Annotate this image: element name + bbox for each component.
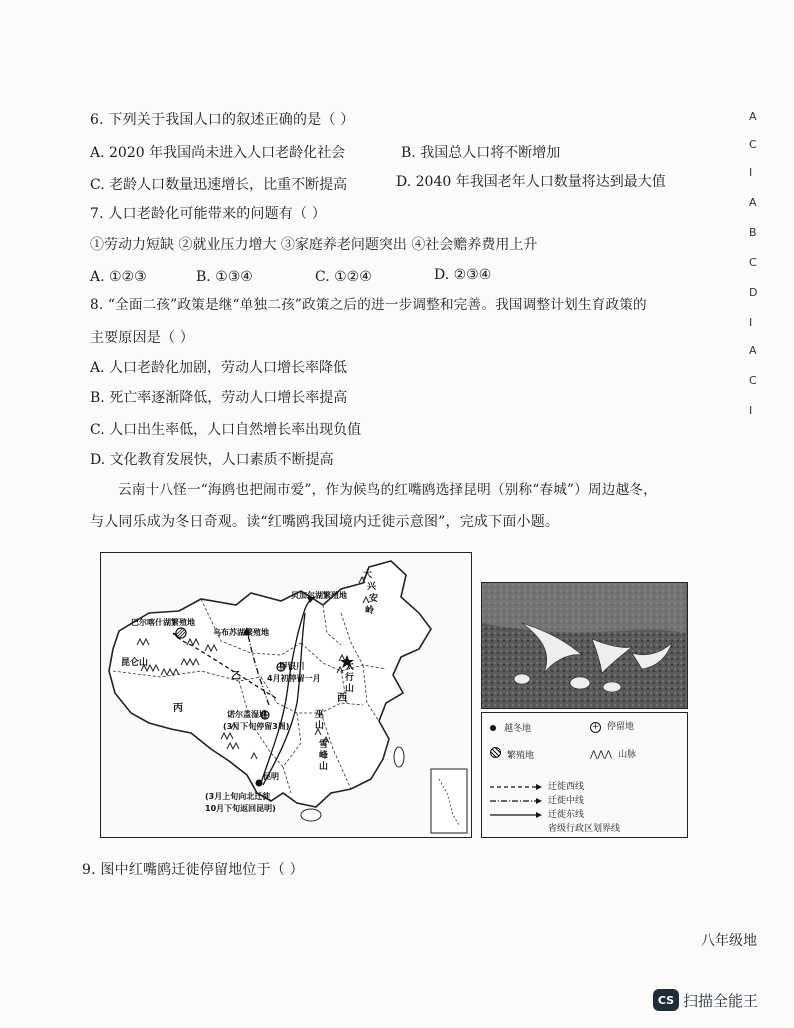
label-wu-1: 巫 (315, 710, 325, 720)
q8-option-b: B. 死亡率逐渐降低，劳动人口增长率提高 (90, 390, 348, 406)
q8-option-c: C. 人口出生率低，人口自然增长率出现负值 (90, 422, 362, 438)
q6-option-d: D. 2040 年我国老年人口数量将达到最大值 (396, 174, 666, 190)
label-yinchuan: 甲银川 (279, 662, 305, 672)
label-xue-2: 峰 (319, 751, 329, 761)
margin-letter: C (749, 138, 757, 151)
brand-text: 扫描全能王 (683, 991, 759, 1010)
label-daxing-3: 安 (369, 594, 379, 604)
label-wu-2: 山 (315, 721, 325, 731)
hainan-island (301, 809, 321, 821)
q6-option-a: A. 2020 年我国尚未进入人口老龄化社会 (90, 145, 346, 161)
q7-option-b: B. ①③④ (196, 269, 253, 285)
q7-stem: 7. 人口老龄化可能带来的问题有（ ） (90, 206, 327, 222)
margin-letter: B (749, 226, 757, 239)
label-daxing-1: 大 (363, 570, 373, 580)
margin-letter: D (749, 286, 758, 299)
q6-option-b: B. 我国总人口将不断增加 (401, 145, 561, 161)
legend-breeding: 繁殖地 (490, 747, 534, 761)
label-daxing-4: 岭 (365, 606, 375, 616)
margin-letter: I (749, 316, 753, 329)
label-kunming: 昆明 (263, 772, 279, 781)
margin-letter: A (749, 196, 757, 209)
q9-stem: 9. 图中红嘴鸥迁徙停留地位于（ ） (82, 862, 304, 878)
label-baikal: 贝加尔湖繁殖地 (291, 591, 347, 600)
label-kunming-note-1: (3月上旬向北迁徙 (205, 792, 271, 801)
gull-photo-graphic (482, 583, 686, 707)
wintering-symbol-kunming (256, 780, 263, 787)
margin-letter: A (749, 344, 757, 357)
label-bing: 丙 (173, 703, 183, 714)
margin-letter: A (749, 110, 757, 123)
stopover-icon: + (591, 722, 600, 732)
migration-map (100, 552, 472, 838)
margin-letter: I (749, 166, 753, 179)
label-taihang-1: 太 (345, 662, 355, 672)
china-outline (109, 561, 431, 807)
margin-letter: C (749, 256, 757, 269)
q7-option-a: A. ①②③ (90, 269, 147, 285)
q6-stem: 6. 下列关于我国人口的叙述正确的是（ ） (90, 112, 355, 128)
margin-letter: C (749, 374, 757, 387)
q7-option-c: C. ①②④ (315, 269, 372, 285)
legend-boundary: 省级行政区划界线 (548, 824, 621, 834)
label-kunlun: 昆仑山 (121, 658, 149, 668)
label-kunming-note-2: 10月下旬返回昆明) (205, 804, 276, 813)
legend-middle-route: 迁徙中线 (490, 793, 584, 806)
label-wusu: 乌布苏湖繁殖地 (213, 628, 269, 637)
q7-items: ①劳动力短缺 ②就业压力增大 ③家庭养老问题突出 ④社会赡养费用上升 (90, 237, 538, 253)
q6-option-c: C. 老龄人口数量迅速增长，比重不断提高 (90, 177, 348, 193)
label-yinchuan-note: 4月初停留一月 (267, 674, 321, 683)
q8-stem-line1: 8. “全面二孩”政策是继“单独二孩”政策之后的进一步调整和完善。我国调整计划生育政策的 (90, 297, 647, 313)
wintering-icon (490, 725, 496, 731)
scanner-brand (653, 988, 758, 1012)
legend-east-route: 迁徙东线 (490, 807, 584, 820)
label-ruoergai-note: (3月下旬停留3周) (223, 722, 290, 731)
mountain-icon: ⋀⋀⋀ (590, 750, 613, 760)
passage-line2: 与人同乐成为冬日奇观。读“红嘴鸥我国境内迁徙示意图”，完成下面小题。 (90, 514, 560, 530)
passage-line1: 云南十八怪一“海鸥也把闹市爱”，作为候鸟的红嘴鸥选择昆明（别称“春城”）周边越冬， (118, 482, 657, 498)
label-ruoergai: 诺尔盖湿地 (227, 710, 267, 719)
q8-option-d: D. 文化教育发展快，人口素质不断提高 (90, 452, 334, 468)
label-taihang-3: 山 (345, 684, 355, 694)
grade-label: 八年级地 (701, 933, 757, 949)
label-balkhash: 巴尔喀什湖繁殖地 (131, 618, 195, 627)
label-xue-3: 山 (319, 762, 329, 772)
legend-west-route: 迁徙西线 (490, 779, 584, 792)
west-route-line-icon (490, 783, 542, 791)
map-graphic (101, 553, 470, 836)
map-legend (481, 712, 688, 838)
gull-photo (481, 582, 688, 709)
q8-stem-line2: 主要原因是（ ） (90, 330, 195, 346)
taiwan-island (394, 747, 404, 767)
east-route-line-icon (490, 811, 542, 819)
legend-stopover: + 停留地 (591, 722, 635, 732)
label-daxing-2: 兴 (367, 582, 377, 592)
q7-option-d: D. ②③④ (434, 267, 492, 283)
margin-letter: I (749, 404, 753, 417)
legend-wintering: 越冬地 (490, 721, 531, 734)
breeding-icon (490, 747, 501, 758)
label-taihang-2: 行 (345, 673, 355, 683)
breeding-symbol-balkhash (176, 628, 186, 638)
label-xue-1: 雪 (319, 740, 329, 750)
camscanner-logo-icon: CS (653, 989, 679, 1011)
q8-option-a: A. 人口老龄化加剧，劳动人口增长率降低 (90, 360, 348, 376)
label-xi: 西 (337, 693, 347, 704)
label-yi: 乙 (231, 671, 241, 682)
middle-route-line-icon (490, 797, 542, 805)
legend-mountain: ⋀⋀⋀ 山脉 (590, 750, 637, 760)
